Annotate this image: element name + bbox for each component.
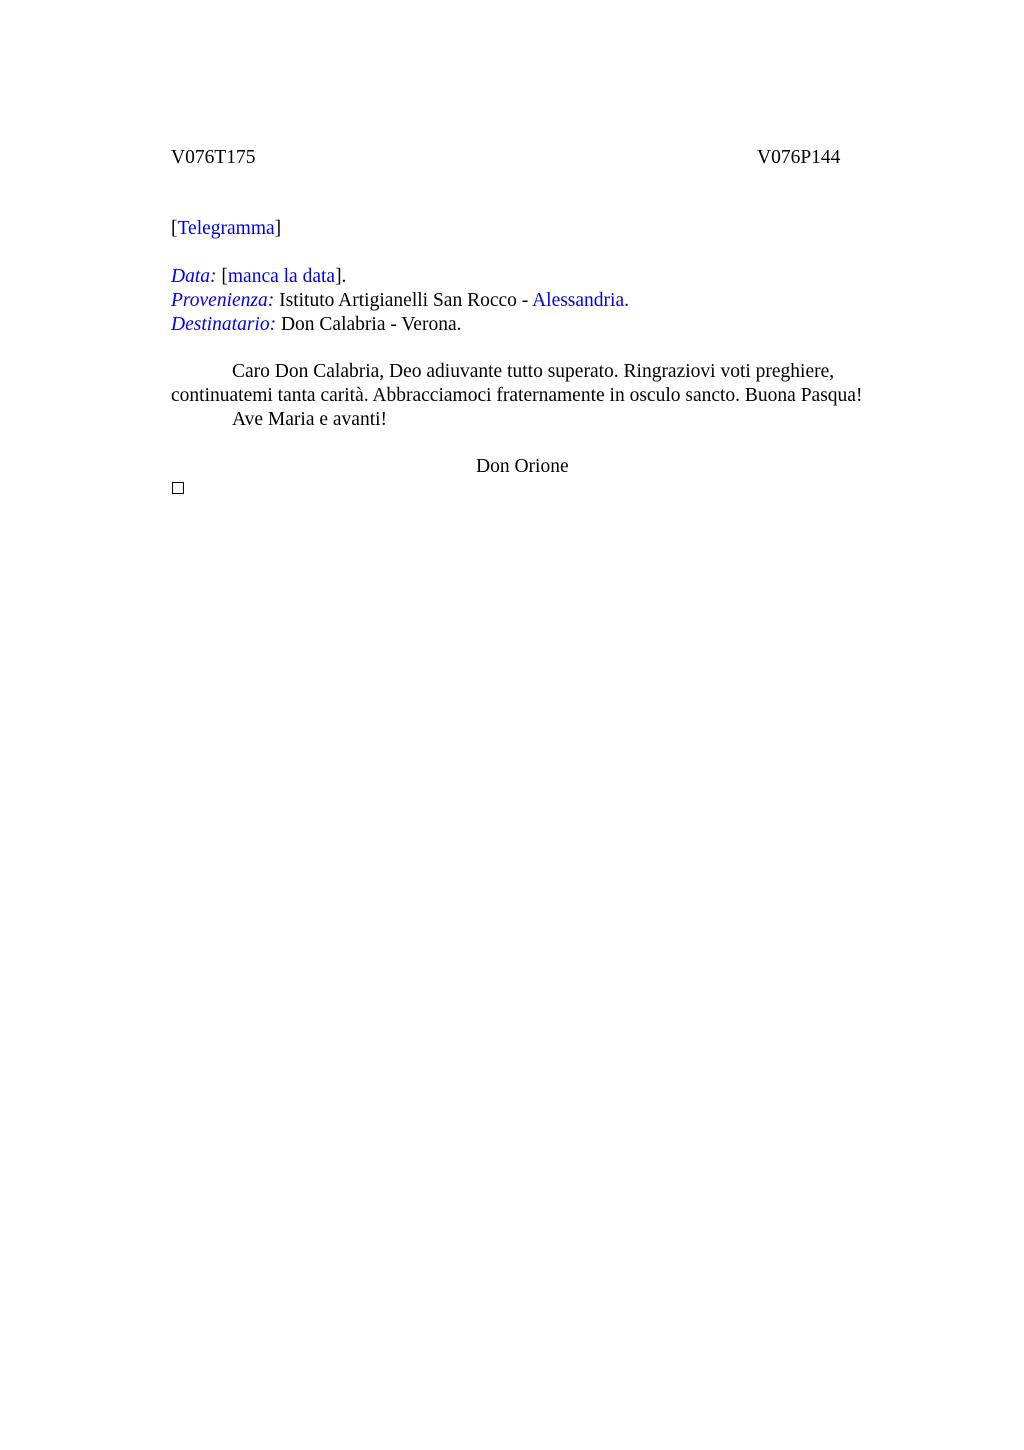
date-open-bracket: [ <box>221 266 228 287</box>
date-label: Data: <box>171 266 217 287</box>
volume-code: V076T175 <box>171 147 256 168</box>
date-close: ]. <box>335 266 347 287</box>
signature: Don Orione <box>476 456 569 477</box>
page-code: V076P144 <box>757 147 841 168</box>
doc-type-label: Telegramma <box>177 218 275 239</box>
origin-city: Alessandria. <box>532 290 629 311</box>
end-of-document-box-icon <box>172 482 184 494</box>
document-type <box>171 217 281 241</box>
date-value: manca la data <box>227 266 336 287</box>
origin-value: Istituto Artigianelli San Rocco - <box>279 290 533 311</box>
recipient-label: Destinatario: <box>171 314 277 335</box>
recipient-line <box>171 313 911 337</box>
body-line: Caro Don Calabria, Deo adiuvante tutto superato. Ringraziovi voti preghiere, <box>232 361 835 382</box>
date-line <box>171 265 911 289</box>
origin-label: Provenienza: <box>171 290 275 311</box>
telegram-body <box>171 360 911 432</box>
body-line: continuatemi tanta carità. Abbracciamoci fraternamente in osculo sancto. Buona Pasqua! <box>171 385 863 406</box>
doc-type-close-bracket: ] <box>274 218 282 239</box>
doc-type-open-bracket: [ <box>171 218 178 239</box>
body-line: Ave Maria e avanti! <box>232 409 388 430</box>
recipient-value: Don Calabria - Verona. <box>280 314 462 335</box>
origin-line <box>171 289 911 313</box>
metadata-block <box>171 265 911 337</box>
